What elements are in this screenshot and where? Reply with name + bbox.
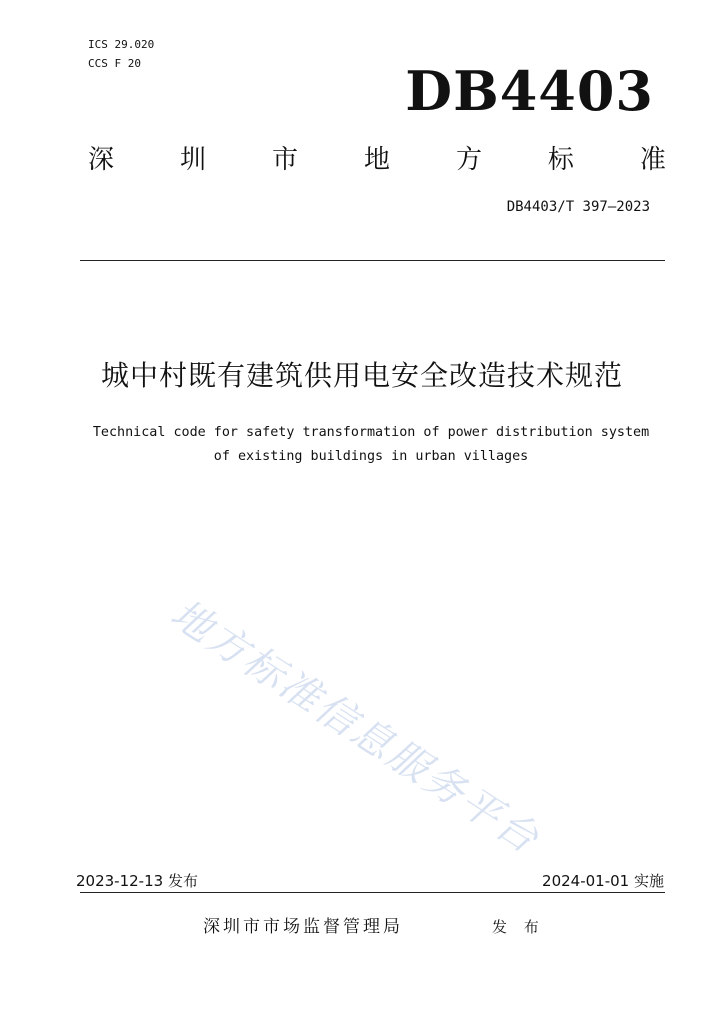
english-title-line-1: Technical code for safety transformation of power distribution system — [92, 425, 650, 440]
ccs-code: CCS F 20 — [88, 57, 141, 70]
standard-type-char: 市 — [271, 145, 298, 175]
standard-type-char: 地 — [363, 145, 390, 175]
issue-date: 2023-12-13 发布 — [76, 872, 198, 890]
english-title-line-2: of existing buildings in urban villages — [213, 449, 529, 464]
implementation-date: 2024-01-01 实施 — [542, 872, 664, 890]
standard-type-char: 方 — [455, 145, 482, 175]
ics-code: ICS 29.020 — [88, 38, 155, 51]
standard-type-char: 准 — [639, 145, 666, 175]
standard-number: DB4403/T 397—2023 — [506, 199, 650, 215]
standard-type-heading — [88, 142, 666, 178]
standard-type-char: 深 — [88, 145, 115, 175]
watermark: 地方标准信息服务平台 — [162, 590, 549, 864]
top-divider — [80, 260, 665, 261]
issue-label: 发 布 — [492, 918, 545, 936]
standard-type-char: 标 — [547, 145, 574, 175]
standard-logo: DB4403 — [405, 59, 654, 123]
bottom-divider — [80, 892, 665, 893]
issuing-authority: 深圳市市场监督管理局 — [203, 917, 403, 937]
document-title-chinese: 城中村既有建筑供用电安全改造技术规范 — [100, 359, 623, 392]
document-title-english — [66, 421, 676, 469]
standard-type-char: 圳 — [179, 145, 206, 175]
